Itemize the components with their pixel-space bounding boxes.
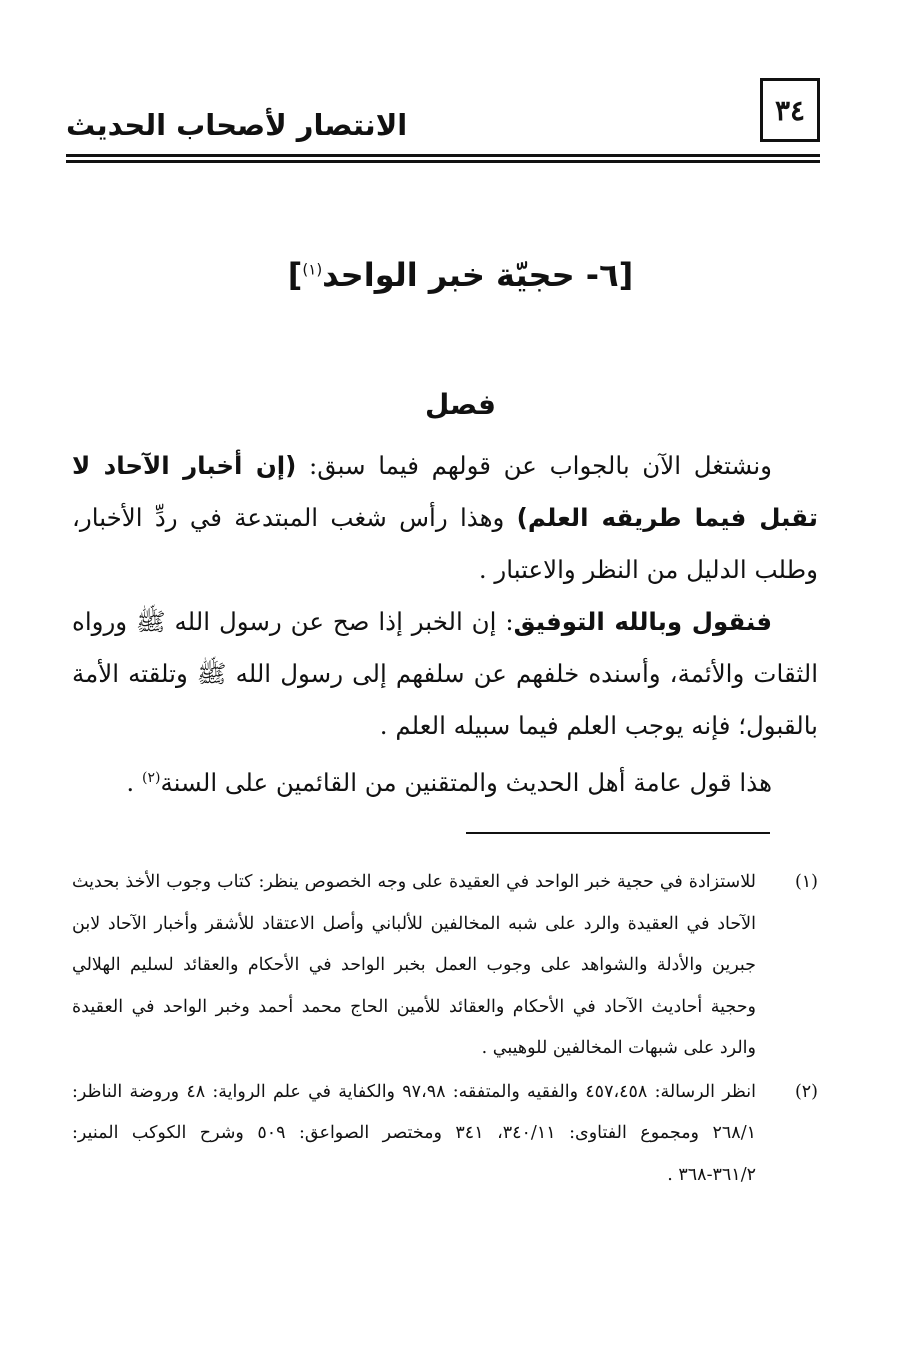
page-number: ٣٤ (760, 78, 820, 142)
paragraph-1-bold: (إن أخبار الآحاد لا تقبل فيما طريقه العلم) (72, 451, 818, 532)
paragraph-2-bold: فنقول وبالله التوفيق (513, 607, 772, 636)
chapter-footnote-ref: (١) (302, 260, 323, 279)
footnote-2 (72, 1072, 818, 1197)
footnote-1-number: (١) (794, 872, 818, 892)
footnote-1 (72, 862, 818, 1070)
body-text (72, 440, 818, 809)
header-rule-top (66, 154, 820, 157)
footnote-separator (466, 832, 770, 834)
running-title: الانتصار لأصحاب الحديث (66, 108, 408, 142)
paragraph-1-text-b: وهذا رأس شغب المبتدعة في ردِّ الأخبار، وطلب الدليل من النظر والاعتبار . (72, 503, 818, 584)
chapter-close-bracket: ] (287, 256, 303, 294)
page-header (66, 78, 820, 150)
footnotes (72, 862, 818, 1198)
paragraph-3-text: هذا قول عامة أهل الحديث والمتقنين من القائمين على السنة (160, 768, 772, 798)
header-rule-bottom (66, 160, 820, 163)
paragraph-3-footnote-ref: (٢) (142, 770, 161, 786)
paragraph-3 (72, 752, 818, 809)
footnote-2-text: انظر الرسالة: ٤٥٧،٤٥٨ والفقيه والمتفقه: ٩٧،٩٨ والكفاية في علم الرواية: ٤٨ وروضة الناظر: ٢٦٨/١ ومجموع الفتاوى: ٣٤٠/١١، ٣٤١ ومختصر الصواعق: ٥٠٩ وشرح الكوكب المنير: ٣٦١/٢-٣٦٨ . (72, 1081, 757, 1185)
paragraph-2 (72, 596, 818, 752)
paragraph-2-text: : إن الخبر إذا صح عن رسول الله ﷺ ورواه الثقات والأئمة، وأسنده خلفهم عن سلفهم إلى رسول الله ﷺ وتلقته الأمة بالقبول؛ فإنه يوجب العلم فيما سبيله العلم . (72, 607, 818, 740)
footnote-2-number: (٢) (794, 1081, 818, 1102)
chapter-title (0, 256, 921, 294)
paragraph-1 (72, 440, 818, 596)
chapter-title-text: [٦- حجيّة خبر الواحد (322, 256, 634, 294)
paragraph-1-text-a: ونشتغل الآن بالجواب عن قولهم فيما سبق: (296, 451, 772, 480)
paragraph-3-end: . (126, 768, 142, 798)
section-heading: فصل (425, 388, 496, 421)
footnote-1-text: للاستزادة في حجية خبر الواحد في العقيدة على وجه الخصوص ينظر: كتاب وجوب الأخذ بحديث الآحاد في العقيدة والرد على شبه المخالفين للألباني وأصل الاعتقاد للأشقر وأخبار الآحاد لابن جبرين والأدلة والشواهد على وجوب العمل بخبر الواحد في الأحكام والعقائد لسليم الهلالي وحجية أحاديث الآحاد في الأحكام والعقائد للأمين الحاج محمد أحمد وخبر الواحد في العقيدة والرد على شبهات المخالفين للوهيبي . (72, 872, 756, 1058)
